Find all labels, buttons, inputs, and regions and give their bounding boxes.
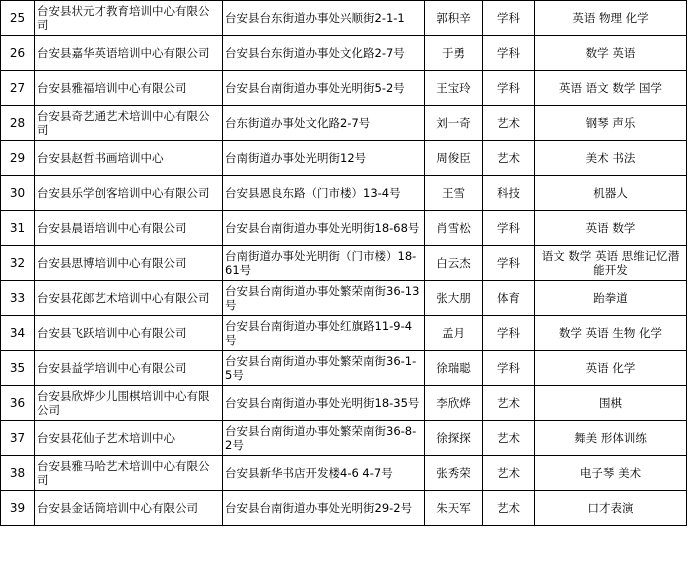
subjects-cell: 电子琴 美术 — [535, 456, 687, 491]
category-cell: 学科 — [483, 71, 535, 106]
table-row — [1, 106, 687, 141]
subjects-cell: 英语 数学 — [535, 211, 687, 246]
row-number-cell: 36 — [1, 386, 35, 421]
organization-name-cell: 台安县乐学创客培训中心有限公司 — [35, 176, 223, 211]
address-cell: 台安县台南街道办事处繁荣南街36-13号 — [223, 281, 425, 316]
organization-name-cell: 台安县飞跃培训中心有限公司 — [35, 316, 223, 351]
category-cell: 艺术 — [483, 456, 535, 491]
table-row — [1, 316, 687, 351]
row-number-cell: 39 — [1, 491, 35, 526]
contact-person-cell: 张大朋 — [425, 281, 483, 316]
subjects-cell: 数学 英语 — [535, 36, 687, 71]
subjects-cell: 语文 数学 英语 思维记忆潜能开发 — [535, 246, 687, 281]
category-cell: 艺术 — [483, 106, 535, 141]
row-number-cell: 34 — [1, 316, 35, 351]
contact-person-cell: 朱天军 — [425, 491, 483, 526]
organization-name-cell: 台安县晨语培训中心有限公司 — [35, 211, 223, 246]
subjects-cell: 钢琴 声乐 — [535, 106, 687, 141]
address-cell: 台安县台南街道办事处繁荣南街36-1-5号 — [223, 351, 425, 386]
address-cell: 台安县台南街道办事处红旗路11-9-4号 — [223, 316, 425, 351]
organization-name-cell: 台安县金话筒培训中心有限公司 — [35, 491, 223, 526]
row-number-cell: 37 — [1, 421, 35, 456]
address-cell: 台南街道办事处光明街（门市楼）18-61号 — [223, 246, 425, 281]
contact-person-cell: 王雪 — [425, 176, 483, 211]
subjects-cell: 围棋 — [535, 386, 687, 421]
table-row — [1, 491, 687, 526]
row-number-cell: 29 — [1, 141, 35, 176]
organization-name-cell: 台安县状元才教育培训中心有限公司 — [35, 1, 223, 36]
category-cell: 学科 — [483, 1, 535, 36]
row-number-cell: 38 — [1, 456, 35, 491]
table-body — [1, 1, 687, 526]
organization-name-cell: 台安县雅福培训中心有限公司 — [35, 71, 223, 106]
table-row — [1, 386, 687, 421]
contact-person-cell: 徐瑞聪 — [425, 351, 483, 386]
row-number-cell: 25 — [1, 1, 35, 36]
contact-person-cell: 孟月 — [425, 316, 483, 351]
subjects-cell: 跆拳道 — [535, 281, 687, 316]
table-row — [1, 281, 687, 316]
table-row — [1, 246, 687, 281]
contact-person-cell: 徐探探 — [425, 421, 483, 456]
address-cell: 台安县台南街道办事处光明街18-68号 — [223, 211, 425, 246]
category-cell: 体育 — [483, 281, 535, 316]
address-cell: 台安县台南街道办事处光明街29-2号 — [223, 491, 425, 526]
category-cell: 艺术 — [483, 141, 535, 176]
organization-name-cell: 台安县奇艺通艺术培训中心有限公司 — [35, 106, 223, 141]
organization-name-cell: 台安县嘉华英语培训中心有限公司 — [35, 36, 223, 71]
address-cell: 台东街道办事处文化路2-7号 — [223, 106, 425, 141]
subjects-cell: 英语 化学 — [535, 351, 687, 386]
category-cell: 学科 — [483, 36, 535, 71]
contact-person-cell: 白云杰 — [425, 246, 483, 281]
contact-person-cell: 刘一奇 — [425, 106, 483, 141]
table-row — [1, 71, 687, 106]
table-row — [1, 1, 687, 36]
row-number-cell: 28 — [1, 106, 35, 141]
table-row — [1, 141, 687, 176]
organization-name-cell: 台安县花郎艺术培训中心有限公司 — [35, 281, 223, 316]
category-cell: 学科 — [483, 211, 535, 246]
subjects-cell: 数学 英语 生物 化学 — [535, 316, 687, 351]
organization-name-cell: 台安县益学培训中心有限公司 — [35, 351, 223, 386]
category-cell: 艺术 — [483, 421, 535, 456]
table-row — [1, 421, 687, 456]
category-cell: 科技 — [483, 176, 535, 211]
category-cell: 学科 — [483, 316, 535, 351]
row-number-cell: 33 — [1, 281, 35, 316]
organization-name-cell: 台安县思博培训中心有限公司 — [35, 246, 223, 281]
organization-name-cell: 台安县雅马哈艺术培训中心有限公司 — [35, 456, 223, 491]
table-row — [1, 456, 687, 491]
table-row — [1, 211, 687, 246]
contact-person-cell: 郭积辛 — [425, 1, 483, 36]
subjects-cell: 机器人 — [535, 176, 687, 211]
table-row — [1, 351, 687, 386]
category-cell: 学科 — [483, 351, 535, 386]
row-number-cell: 27 — [1, 71, 35, 106]
organization-name-cell: 台安县欣烨少儿围棋培训中心有限公司 — [35, 386, 223, 421]
category-cell: 艺术 — [483, 491, 535, 526]
row-number-cell: 31 — [1, 211, 35, 246]
address-cell: 台安县台南街道办事处光明街5-2号 — [223, 71, 425, 106]
contact-person-cell: 李欣烨 — [425, 386, 483, 421]
row-number-cell: 26 — [1, 36, 35, 71]
row-number-cell: 35 — [1, 351, 35, 386]
contact-person-cell: 于勇 — [425, 36, 483, 71]
table-row — [1, 36, 687, 71]
address-cell: 台安县恩良东路（门市楼）13-4号 — [223, 176, 425, 211]
subjects-cell: 英语 物理 化学 — [535, 1, 687, 36]
row-number-cell: 32 — [1, 246, 35, 281]
subjects-cell: 英语 语文 数学 国学 — [535, 71, 687, 106]
category-cell: 艺术 — [483, 386, 535, 421]
address-cell: 台安县新华书店开发楼4-6 4-7号 — [223, 456, 425, 491]
contact-person-cell: 周俊臣 — [425, 141, 483, 176]
organization-name-cell: 台安县花仙子艺术培训中心 — [35, 421, 223, 456]
address-cell: 台安县台南街道办事处繁荣南街36-8-2号 — [223, 421, 425, 456]
category-cell: 学科 — [483, 246, 535, 281]
row-number-cell: 30 — [1, 176, 35, 211]
table-row — [1, 176, 687, 211]
address-cell: 台安县台东街道办事处文化路2-7号 — [223, 36, 425, 71]
contact-person-cell: 肖雪松 — [425, 211, 483, 246]
address-cell: 台安县台东街道办事处兴顺街2-1-1 — [223, 1, 425, 36]
address-cell: 台南街道办事处光明街12号 — [223, 141, 425, 176]
organization-name-cell: 台安县赵哲书画培训中心 — [35, 141, 223, 176]
subjects-cell: 舞美 形体训练 — [535, 421, 687, 456]
address-cell: 台安县台南街道办事处光明街18-35号 — [223, 386, 425, 421]
subjects-cell: 美术 书法 — [535, 141, 687, 176]
subjects-cell: 口才表演 — [535, 491, 687, 526]
contact-person-cell: 张秀荣 — [425, 456, 483, 491]
contact-person-cell: 王宝玲 — [425, 71, 483, 106]
